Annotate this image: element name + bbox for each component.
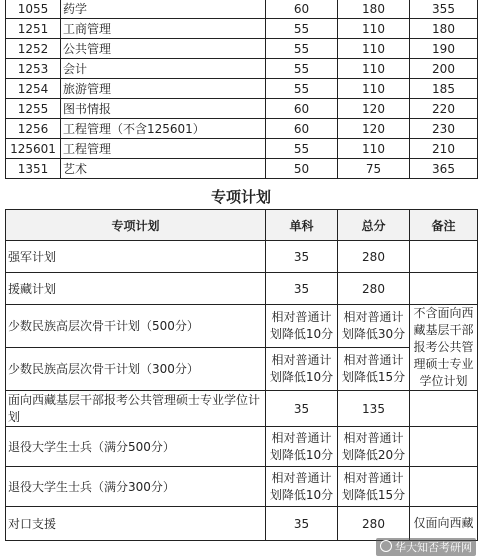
single-cell: 35: [266, 391, 338, 427]
total-score-cell: 180: [338, 0, 410, 19]
plan-cell: 少数民族高层次骨干计划（500分）: [6, 305, 266, 348]
single-score-cell: 55: [266, 19, 338, 39]
table-row: [6, 348, 478, 391]
table-row: [6, 99, 478, 119]
major-name-cell: 工商管理: [61, 19, 266, 39]
total-score-cell: 110: [338, 59, 410, 79]
major-name-cell: 工程管理: [61, 139, 266, 159]
header-total: 总分: [338, 210, 410, 241]
major-name-cell: 会计: [61, 59, 266, 79]
major-name-cell: 旅游管理: [61, 79, 266, 99]
total-cell: 280: [338, 507, 410, 541]
extra-score-cell: 210: [410, 139, 478, 159]
watermark: [376, 538, 476, 556]
total-cell: 相对普通计划降低15分: [338, 467, 410, 507]
code-cell: 1252: [6, 39, 61, 59]
header-single: 单科: [266, 210, 338, 241]
table-row: [6, 241, 478, 273]
major-name-cell: 图书情报: [61, 99, 266, 119]
single-cell: 相对普通计划降低10分: [266, 348, 338, 391]
table-row: [6, 119, 478, 139]
table-row: [6, 19, 478, 39]
plan-cell: 退役大学生士兵（满分300分）: [6, 467, 266, 507]
code-cell: 1254: [6, 79, 61, 99]
watermark-text: 华大知否考研网: [395, 541, 472, 554]
extra-score-cell: 220: [410, 99, 478, 119]
total-score-cell: 110: [338, 19, 410, 39]
total-score-cell: 110: [338, 139, 410, 159]
major-name-cell: 艺术: [61, 159, 266, 179]
note-cell: 不含面向西藏基层干部报考公共管理硕士专业学位计划: [410, 305, 478, 391]
note-cell: 仅面向西藏: [410, 507, 478, 541]
total-cell: 相对普通计划降低20分: [338, 427, 410, 467]
single-cell: 35: [266, 241, 338, 273]
single-score-cell: 60: [266, 0, 338, 19]
table-row: [6, 39, 478, 59]
single-score-cell: 55: [266, 139, 338, 159]
table-row: [6, 0, 478, 19]
code-cell: 1251: [6, 19, 61, 39]
extra-score-cell: 230: [410, 119, 478, 139]
single-cell: 35: [266, 507, 338, 541]
note-cell: [410, 273, 478, 305]
single-score-cell: 60: [266, 99, 338, 119]
table-row: [6, 139, 478, 159]
plan-cell: 强军计划: [6, 241, 266, 273]
code-cell: 125601: [6, 139, 61, 159]
major-name-cell: 药学: [61, 0, 266, 19]
total-cell: 相对普通计划降低30分: [338, 305, 410, 348]
single-score-cell: 55: [266, 79, 338, 99]
major-name-cell: 工程管理（不含125601）: [61, 119, 266, 139]
extra-score-cell: 190: [410, 39, 478, 59]
extra-score-cell: 200: [410, 59, 478, 79]
table-row: [6, 427, 478, 467]
table-row: [6, 467, 478, 507]
header-note: 备注: [410, 210, 478, 241]
section-title: 专项计划: [210, 188, 271, 206]
major-name-cell: 公共管理: [61, 39, 266, 59]
table-row: [6, 79, 478, 99]
header-plan: 专项计划: [6, 210, 266, 241]
note-cell: [410, 467, 478, 507]
code-cell: 1256: [6, 119, 61, 139]
single-score-cell: 50: [266, 159, 338, 179]
single-score-cell: 55: [266, 39, 338, 59]
code-cell: 1351: [6, 159, 61, 179]
single-cell: 35: [266, 273, 338, 305]
total-score-cell: 110: [338, 39, 410, 59]
table-row: [6, 507, 478, 541]
single-score-cell: 55: [266, 59, 338, 79]
note-cell: [410, 241, 478, 273]
plan-cell: 对口支援: [6, 507, 266, 541]
extra-score-cell: 365: [410, 159, 478, 179]
note-cell: [410, 391, 478, 427]
table-row: [6, 305, 478, 348]
plan-cell: 退役大学生士兵（满分500分）: [6, 427, 266, 467]
total-cell: 相对普通计划降低15分: [338, 348, 410, 391]
total-cell: 135: [338, 391, 410, 427]
extra-score-cell: 355: [410, 0, 478, 19]
extra-score-cell: 185: [410, 79, 478, 99]
special-header-row: [6, 210, 478, 241]
plan-cell: 少数民族高层次骨干计划（300分）: [6, 348, 266, 391]
total-score-cell: 120: [338, 99, 410, 119]
table-row: [6, 391, 478, 427]
total-score-cell: 110: [338, 79, 410, 99]
total-score-cell: 120: [338, 119, 410, 139]
table-row: [6, 59, 478, 79]
single-cell: 相对普通计划降低10分: [266, 305, 338, 348]
wechat-icon: [380, 540, 392, 552]
code-cell: 1055: [6, 0, 61, 19]
note-cell: [410, 427, 478, 467]
plan-cell: 面向西藏基层干部报考公共管理硕士专业学位计划: [6, 391, 266, 427]
code-cell: 1253: [6, 59, 61, 79]
single-score-cell: 60: [266, 119, 338, 139]
total-cell: 280: [338, 241, 410, 273]
single-cell: 相对普通计划降低10分: [266, 467, 338, 507]
table-row: [6, 159, 478, 179]
total-score-cell: 75: [338, 159, 410, 179]
single-cell: 相对普通计划降低10分: [266, 427, 338, 467]
special-plan-table: [5, 209, 478, 541]
table-row: [6, 273, 478, 305]
extra-score-cell: 180: [410, 19, 478, 39]
code-cell: 1255: [6, 99, 61, 119]
total-cell: 280: [338, 273, 410, 305]
plan-cell: 援藏计划: [6, 273, 266, 305]
score-table-majors: [5, 0, 478, 179]
